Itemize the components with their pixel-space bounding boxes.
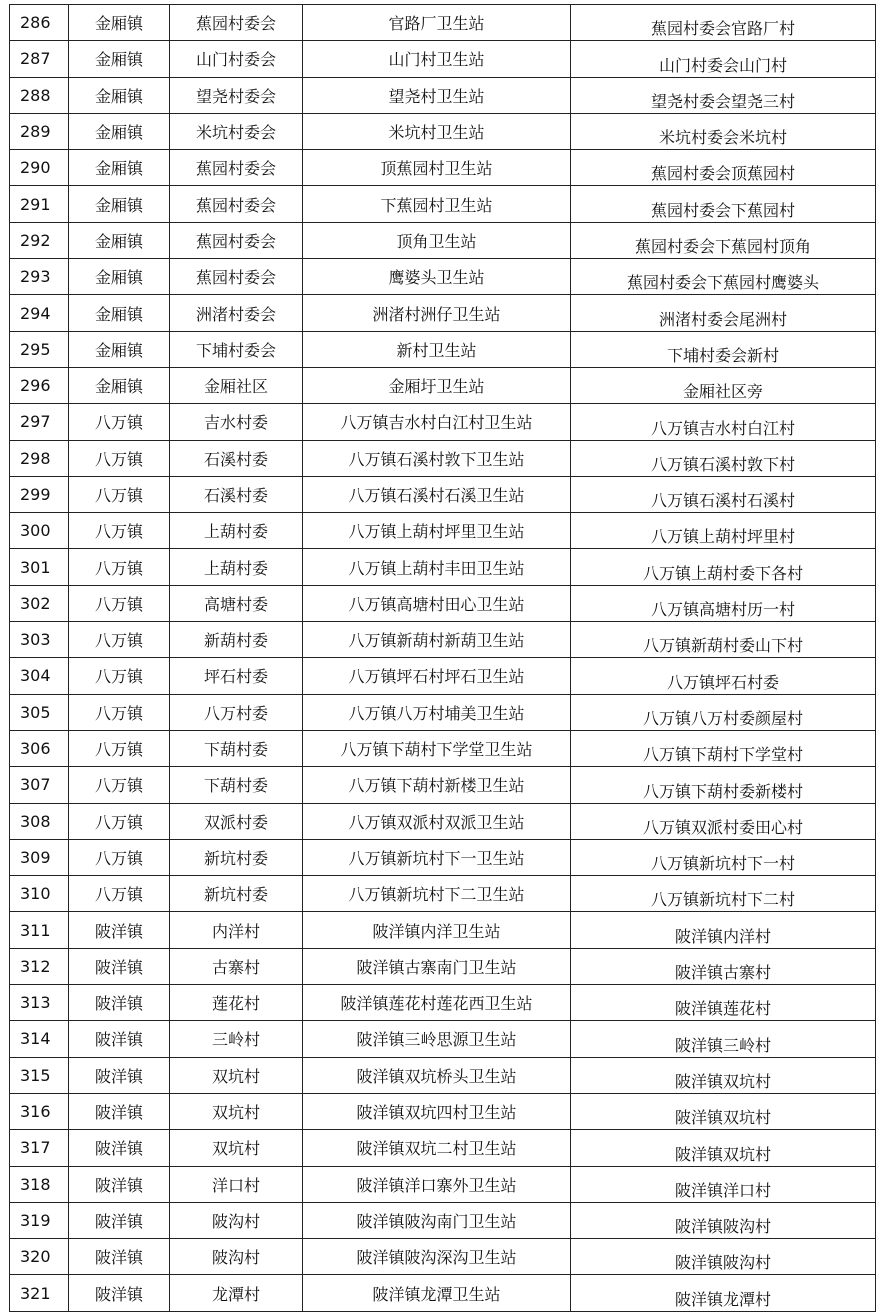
row-number-cell: 287 xyxy=(10,41,69,77)
village-committee-cell: 莲花村 xyxy=(170,985,303,1021)
town-cell: 八万镇 xyxy=(69,658,170,694)
table-row xyxy=(10,803,876,839)
health-station-cell: 八万镇新坑村下一卫生站 xyxy=(303,839,571,875)
row-number-cell: 315 xyxy=(10,1057,69,1093)
address-cell: 下埔村委会新村 xyxy=(571,331,876,367)
address-cell: 八万镇新坑村下二村 xyxy=(571,876,876,912)
row-number-cell: 309 xyxy=(10,839,69,875)
village-committee-cell: 古寨村 xyxy=(170,948,303,984)
address-cell: 洲渚村委会尾洲村 xyxy=(571,295,876,331)
row-number-cell: 293 xyxy=(10,259,69,295)
row-number-cell: 300 xyxy=(10,513,69,549)
health-station-cell: 陂洋镇陂沟南门卫生站 xyxy=(303,1202,571,1238)
health-station-cell: 陂洋镇双坑二村卫生站 xyxy=(303,1130,571,1166)
town-cell: 八万镇 xyxy=(69,440,170,476)
row-number-cell: 307 xyxy=(10,767,69,803)
town-cell: 金厢镇 xyxy=(69,295,170,331)
health-station-cell: 八万镇石溪村石溪卫生站 xyxy=(303,476,571,512)
address-cell: 八万镇新葫村委山下村 xyxy=(571,622,876,658)
village-committee-cell: 三岭村 xyxy=(170,1021,303,1057)
village-committee-cell: 双坑村 xyxy=(170,1130,303,1166)
village-committee-cell: 新坑村委 xyxy=(170,839,303,875)
address-cell: 陂洋镇内洋村 xyxy=(571,912,876,948)
table-row xyxy=(10,1021,876,1057)
town-cell: 陂洋镇 xyxy=(69,1166,170,1202)
town-cell: 八万镇 xyxy=(69,694,170,730)
village-committee-cell: 石溪村委 xyxy=(170,440,303,476)
town-cell: 金厢镇 xyxy=(69,150,170,186)
health-station-cell: 下蕉园村卫生站 xyxy=(303,186,571,222)
health-station-cell: 陂洋镇陂沟深沟卫生站 xyxy=(303,1239,571,1275)
row-number-cell: 303 xyxy=(10,622,69,658)
health-station-cell: 陂洋镇龙潭卫生站 xyxy=(303,1275,571,1311)
town-cell: 金厢镇 xyxy=(69,367,170,403)
village-committee-cell: 石溪村委 xyxy=(170,476,303,512)
table-row xyxy=(10,767,876,803)
address-cell: 八万镇坪石村委 xyxy=(571,658,876,694)
row-number-cell: 320 xyxy=(10,1239,69,1275)
health-station-cell: 洲渚村洲仔卫生站 xyxy=(303,295,571,331)
health-station-cell: 八万镇新坑村下二卫生站 xyxy=(303,876,571,912)
table-row xyxy=(10,513,876,549)
table-row xyxy=(10,876,876,912)
town-cell: 八万镇 xyxy=(69,404,170,440)
town-cell: 陂洋镇 xyxy=(69,1057,170,1093)
health-station-cell: 顶角卫生站 xyxy=(303,222,571,258)
village-committee-cell: 内洋村 xyxy=(170,912,303,948)
village-committee-cell: 八万村委 xyxy=(170,694,303,730)
village-committee-cell: 洲渚村委会 xyxy=(170,295,303,331)
health-station-cell: 八万镇上葫村丰田卫生站 xyxy=(303,549,571,585)
health-station-cell: 金厢圩卫生站 xyxy=(303,367,571,403)
health-station-cell: 陂洋镇古寨南门卫生站 xyxy=(303,948,571,984)
town-cell: 八万镇 xyxy=(69,585,170,621)
health-station-cell: 八万镇石溪村敦下卫生站 xyxy=(303,440,571,476)
village-committee-cell: 上葫村委 xyxy=(170,549,303,585)
row-number-cell: 296 xyxy=(10,367,69,403)
address-cell: 陂洋镇三岭村 xyxy=(571,1021,876,1057)
table-row xyxy=(10,694,876,730)
table-row xyxy=(10,186,876,222)
address-cell: 八万镇下葫村下学堂村 xyxy=(571,730,876,766)
row-number-cell: 321 xyxy=(10,1275,69,1311)
row-number-cell: 286 xyxy=(10,5,69,41)
health-station-cell: 陂洋镇内洋卫生站 xyxy=(303,912,571,948)
table-row xyxy=(10,1130,876,1166)
row-number-cell: 302 xyxy=(10,585,69,621)
table-row xyxy=(10,1239,876,1275)
town-cell: 陂洋镇 xyxy=(69,912,170,948)
town-cell: 陂洋镇 xyxy=(69,1202,170,1238)
town-cell: 金厢镇 xyxy=(69,77,170,113)
village-committee-cell: 山门村委会 xyxy=(170,41,303,77)
table-row xyxy=(10,331,876,367)
village-committee-cell: 洋口村 xyxy=(170,1166,303,1202)
town-cell: 金厢镇 xyxy=(69,186,170,222)
address-cell: 陂洋镇陂沟村 xyxy=(571,1239,876,1275)
table-row xyxy=(10,113,876,149)
town-cell: 陂洋镇 xyxy=(69,1239,170,1275)
village-committee-cell: 坪石村委 xyxy=(170,658,303,694)
address-cell: 陂洋镇双坑村 xyxy=(571,1093,876,1129)
health-station-cell: 八万镇八万村埔美卫生站 xyxy=(303,694,571,730)
row-number-cell: 288 xyxy=(10,77,69,113)
table-row xyxy=(10,839,876,875)
village-committee-cell: 下葫村委 xyxy=(170,730,303,766)
table-row xyxy=(10,5,876,41)
table-row xyxy=(10,730,876,766)
address-cell: 陂洋镇洋口村 xyxy=(571,1166,876,1202)
village-committee-cell: 双派村委 xyxy=(170,803,303,839)
village-committee-cell: 新坑村委 xyxy=(170,876,303,912)
village-committee-cell: 新葫村委 xyxy=(170,622,303,658)
address-cell: 陂洋镇陂沟村 xyxy=(571,1202,876,1238)
address-cell: 八万镇吉水村白江村 xyxy=(571,404,876,440)
village-committee-cell: 下葫村委 xyxy=(170,767,303,803)
town-cell: 八万镇 xyxy=(69,549,170,585)
table-row xyxy=(10,1275,876,1311)
table-body xyxy=(10,5,876,1312)
town-cell: 陂洋镇 xyxy=(69,1021,170,1057)
row-number-cell: 311 xyxy=(10,912,69,948)
table-row xyxy=(10,985,876,1021)
health-station-cell: 新村卫生站 xyxy=(303,331,571,367)
village-committee-cell: 蕉园村委会 xyxy=(170,186,303,222)
village-committee-cell: 吉水村委 xyxy=(170,404,303,440)
row-number-cell: 292 xyxy=(10,222,69,258)
health-station-cell: 八万镇上葫村坪里卫生站 xyxy=(303,513,571,549)
town-cell: 八万镇 xyxy=(69,803,170,839)
table-row xyxy=(10,1202,876,1238)
address-cell: 陂洋镇古寨村 xyxy=(571,948,876,984)
village-committee-cell: 下埔村委会 xyxy=(170,331,303,367)
village-committee-cell: 高塘村委 xyxy=(170,585,303,621)
address-cell: 八万镇石溪村敦下村 xyxy=(571,440,876,476)
address-cell: 八万镇下葫村委新楼村 xyxy=(571,767,876,803)
health-station-cell: 八万镇下葫村下学堂卫生站 xyxy=(303,730,571,766)
row-number-cell: 318 xyxy=(10,1166,69,1202)
address-cell: 八万镇上葫村坪里村 xyxy=(571,513,876,549)
health-station-cell: 顶蕉园村卫生站 xyxy=(303,150,571,186)
town-cell: 八万镇 xyxy=(69,730,170,766)
town-cell: 陂洋镇 xyxy=(69,948,170,984)
village-committee-cell: 双坑村 xyxy=(170,1093,303,1129)
village-committee-cell: 望尧村委会 xyxy=(170,77,303,113)
village-committee-cell: 蕉园村委会 xyxy=(170,259,303,295)
address-cell: 蕉园村委会顶蕉园村 xyxy=(571,150,876,186)
health-station-cell: 八万镇吉水村白江村卫生站 xyxy=(303,404,571,440)
address-cell: 八万镇上葫村委下各村 xyxy=(571,549,876,585)
address-cell: 望尧村委会望尧三村 xyxy=(571,77,876,113)
address-cell: 八万镇双派村委田心村 xyxy=(571,803,876,839)
health-station-cell: 陂洋镇三岭思源卫生站 xyxy=(303,1021,571,1057)
row-number-cell: 316 xyxy=(10,1093,69,1129)
town-cell: 金厢镇 xyxy=(69,113,170,149)
health-station-cell: 官路厂卫生站 xyxy=(303,5,571,41)
row-number-cell: 314 xyxy=(10,1021,69,1057)
health-station-cell: 望尧村卫生站 xyxy=(303,77,571,113)
village-committee-cell: 蕉园村委会 xyxy=(170,5,303,41)
table-row xyxy=(10,77,876,113)
row-number-cell: 308 xyxy=(10,803,69,839)
village-committee-cell: 上葫村委 xyxy=(170,513,303,549)
table-row xyxy=(10,259,876,295)
row-number-cell: 317 xyxy=(10,1130,69,1166)
table-row xyxy=(10,658,876,694)
address-cell: 蕉园村委会下蕉园村鹰婆头 xyxy=(571,259,876,295)
town-cell: 八万镇 xyxy=(69,767,170,803)
address-cell: 蕉园村委会下蕉园村顶角 xyxy=(571,222,876,258)
clinic-table xyxy=(9,4,876,1312)
row-number-cell: 312 xyxy=(10,948,69,984)
table-row xyxy=(10,585,876,621)
village-committee-cell: 陂沟村 xyxy=(170,1202,303,1238)
row-number-cell: 290 xyxy=(10,150,69,186)
row-number-cell: 305 xyxy=(10,694,69,730)
address-cell: 八万镇八万村委颜屋村 xyxy=(571,694,876,730)
village-committee-cell: 陂沟村 xyxy=(170,1239,303,1275)
address-cell: 米坑村委会米坑村 xyxy=(571,113,876,149)
address-cell: 蕉园村委会下蕉园村 xyxy=(571,186,876,222)
village-committee-cell: 双坑村 xyxy=(170,1057,303,1093)
table-row xyxy=(10,948,876,984)
table-row xyxy=(10,404,876,440)
town-cell: 陂洋镇 xyxy=(69,1275,170,1311)
row-number-cell: 297 xyxy=(10,404,69,440)
village-committee-cell: 金厢社区 xyxy=(170,367,303,403)
row-number-cell: 298 xyxy=(10,440,69,476)
village-committee-cell: 龙潭村 xyxy=(170,1275,303,1311)
town-cell: 八万镇 xyxy=(69,876,170,912)
row-number-cell: 310 xyxy=(10,876,69,912)
health-station-cell: 八万镇下葫村新楼卫生站 xyxy=(303,767,571,803)
table-row xyxy=(10,476,876,512)
health-station-cell: 鹰婆头卫生站 xyxy=(303,259,571,295)
address-cell: 八万镇石溪村石溪村 xyxy=(571,476,876,512)
row-number-cell: 313 xyxy=(10,985,69,1021)
address-cell: 山门村委会山门村 xyxy=(571,41,876,77)
town-cell: 八万镇 xyxy=(69,476,170,512)
table-row xyxy=(10,367,876,403)
row-number-cell: 294 xyxy=(10,295,69,331)
town-cell: 金厢镇 xyxy=(69,41,170,77)
table-row xyxy=(10,150,876,186)
address-cell: 金厢社区旁 xyxy=(571,367,876,403)
table-row xyxy=(10,295,876,331)
town-cell: 八万镇 xyxy=(69,839,170,875)
health-station-cell: 八万镇新葫村新葫卫生站 xyxy=(303,622,571,658)
table-row xyxy=(10,41,876,77)
health-station-cell: 米坑村卫生站 xyxy=(303,113,571,149)
health-station-cell: 陂洋镇双坑四村卫生站 xyxy=(303,1093,571,1129)
table-row xyxy=(10,549,876,585)
town-cell: 金厢镇 xyxy=(69,331,170,367)
town-cell: 八万镇 xyxy=(69,622,170,658)
row-number-cell: 291 xyxy=(10,186,69,222)
town-cell: 金厢镇 xyxy=(69,259,170,295)
address-cell: 八万镇新坑村下一村 xyxy=(571,839,876,875)
row-number-cell: 304 xyxy=(10,658,69,694)
town-cell: 陂洋镇 xyxy=(69,985,170,1021)
health-station-cell: 八万镇坪石村坪石卫生站 xyxy=(303,658,571,694)
address-cell: 蕉园村委会官路厂村 xyxy=(571,5,876,41)
town-cell: 陂洋镇 xyxy=(69,1093,170,1129)
table-row xyxy=(10,440,876,476)
address-cell: 陂洋镇双坑村 xyxy=(571,1130,876,1166)
health-station-cell: 陂洋镇洋口寨外卫生站 xyxy=(303,1166,571,1202)
table-row xyxy=(10,912,876,948)
address-cell: 陂洋镇莲花村 xyxy=(571,985,876,1021)
village-committee-cell: 米坑村委会 xyxy=(170,113,303,149)
row-number-cell: 301 xyxy=(10,549,69,585)
health-station-cell: 八万镇高塘村田心卫生站 xyxy=(303,585,571,621)
village-committee-cell: 蕉园村委会 xyxy=(170,222,303,258)
address-cell: 陂洋镇双坑村 xyxy=(571,1057,876,1093)
row-number-cell: 289 xyxy=(10,113,69,149)
address-cell: 陂洋镇龙潭村 xyxy=(571,1275,876,1311)
village-committee-cell: 蕉园村委会 xyxy=(170,150,303,186)
row-number-cell: 299 xyxy=(10,476,69,512)
town-cell: 八万镇 xyxy=(69,513,170,549)
health-station-cell: 陂洋镇莲花村莲花西卫生站 xyxy=(303,985,571,1021)
table-row xyxy=(10,622,876,658)
town-cell: 陂洋镇 xyxy=(69,1130,170,1166)
table-row xyxy=(10,1093,876,1129)
table-row xyxy=(10,1166,876,1202)
table-row xyxy=(10,222,876,258)
town-cell: 金厢镇 xyxy=(69,5,170,41)
row-number-cell: 319 xyxy=(10,1202,69,1238)
row-number-cell: 306 xyxy=(10,730,69,766)
health-station-cell: 陂洋镇双坑桥头卫生站 xyxy=(303,1057,571,1093)
health-station-cell: 八万镇双派村双派卫生站 xyxy=(303,803,571,839)
health-station-cell: 山门村卫生站 xyxy=(303,41,571,77)
table-row xyxy=(10,1057,876,1093)
town-cell: 金厢镇 xyxy=(69,222,170,258)
address-cell: 八万镇高塘村历一村 xyxy=(571,585,876,621)
row-number-cell: 295 xyxy=(10,331,69,367)
